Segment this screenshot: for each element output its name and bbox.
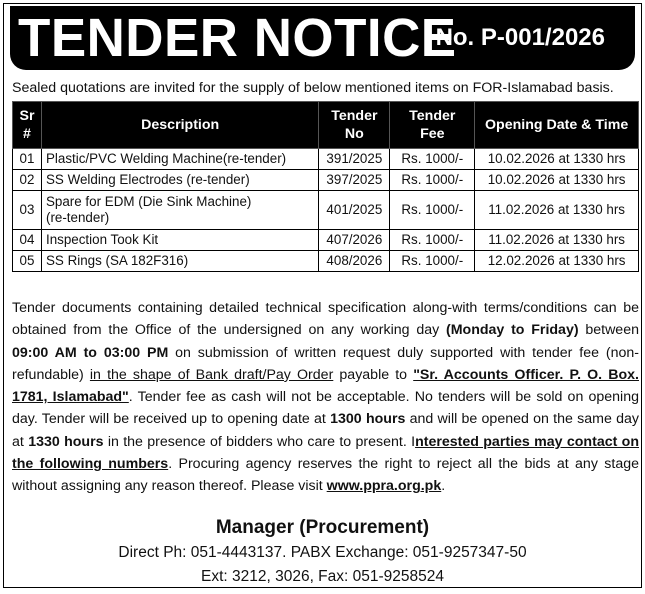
receive-time: 1300 hours bbox=[330, 411, 406, 428]
header-banner bbox=[10, 6, 635, 70]
table-header-row bbox=[13, 102, 639, 149]
open-time: 1330 hours bbox=[28, 433, 104, 450]
table-row bbox=[13, 191, 639, 230]
payment-shape: in the shape of Bank draft/Pay Order bbox=[89, 366, 334, 383]
row-description: Spare for EDM (Die Sink Machine) (re-tender) bbox=[41, 191, 318, 230]
row-fee: Rs. 1000/- bbox=[390, 170, 475, 191]
working-days: (Monday to Friday) bbox=[445, 322, 579, 339]
table-row bbox=[13, 230, 639, 251]
row-sr: 02 bbox=[13, 170, 42, 191]
table-row bbox=[13, 251, 639, 272]
row-fee: Rs. 1000/- bbox=[390, 149, 475, 170]
items-table bbox=[12, 101, 639, 272]
header-sr: Sr # bbox=[13, 102, 42, 149]
row-tender-no: 407/2026 bbox=[319, 230, 390, 251]
office-hours: 09:00 AM to 03:00 PM bbox=[12, 344, 169, 361]
row-description: Inspection Took Kit bbox=[41, 230, 318, 251]
header-description: Description bbox=[41, 102, 318, 149]
intro-text: Sealed quotations are invited for the supply of below mentioned items on FOR-Islamabad basis. bbox=[12, 80, 614, 96]
row-sr: 04 bbox=[13, 230, 42, 251]
row-tender-no: 401/2025 bbox=[319, 191, 390, 230]
payee-name: "Sr. Accounts Officer. P. O. Box. 1781, Islamabad" bbox=[12, 366, 639, 406]
row-sr: 03 bbox=[13, 191, 42, 230]
row-sr: 05 bbox=[13, 251, 42, 272]
table-row bbox=[13, 149, 639, 170]
header-tender-fee: Tender Fee bbox=[390, 102, 475, 149]
terms-paragraph: Tender documents containing detailed technical specification along-with terms/conditions can be obtained from the Office of the undersigned on any working day (Monday to Friday) between 09:00 AM to 03:00 PM on submission of written request duly supported with tender fee (non-refundable) in the shape of Bank draft/Pay Order payable to "Sr. Accounts Officer. P. O. Box. 1781, Islamabad". Tender fee as cash will not be acceptable. No tenders will be sold on opening day. Tender will be received up to opening date at 1300 hours and will be opened on the same day at 1330 hours in the presence of bidders who care to present. Interested parties may contact on the following numbers. Procuring agency reserves the right to reject all the bids at any stage without assigning any reason thereof. Please visit www.ppra.org.pk. bbox=[12, 300, 639, 495]
notice-number: No. P-001/2026 bbox=[435, 24, 605, 51]
row-opening: 11.02.2026 at 1330 hrs bbox=[475, 230, 639, 251]
row-sr: 01 bbox=[13, 149, 42, 170]
extension-fax: Ext: 3212, 3026, Fax: 051-9258524 bbox=[200, 568, 444, 585]
row-description: SS Welding Electrodes (re-tender) bbox=[41, 170, 318, 191]
row-tender-no: 391/2025 bbox=[319, 149, 390, 170]
table-row bbox=[13, 170, 639, 191]
signatory-role: Manager (Procurement) bbox=[215, 517, 430, 538]
row-opening: 10.02.2026 at 1330 hrs bbox=[475, 149, 639, 170]
row-fee: Rs. 1000/- bbox=[390, 230, 475, 251]
row-description: SS Rings (SA 182F316) bbox=[41, 251, 318, 272]
phone-numbers: Direct Ph: 051-4443137. PABX Exchange: 051-9257347-50 bbox=[118, 544, 527, 561]
row-tender-no: 397/2025 bbox=[319, 170, 390, 191]
row-fee: Rs. 1000/- bbox=[390, 191, 475, 230]
row-fee: Rs. 1000/- bbox=[390, 251, 475, 272]
notice-title: TENDER NOTICE bbox=[18, 8, 457, 68]
row-opening: 12.02.2026 at 1330 hrs bbox=[475, 251, 639, 272]
header-opening: Opening Date & Time bbox=[475, 102, 639, 149]
row-opening: 11.02.2026 at 1330 hrs bbox=[475, 191, 639, 230]
website-link[interactable]: www.ppra.org.pk bbox=[326, 478, 442, 495]
header-tender-no: Tender No bbox=[319, 102, 390, 149]
tender-notice bbox=[3, 3, 642, 588]
row-tender-no: 408/2026 bbox=[319, 251, 390, 272]
contact-note: nterested parties may contact on the following numbers bbox=[12, 433, 639, 473]
contact-footer bbox=[4, 515, 641, 589]
row-opening: 10.02.2026 at 1330 hrs bbox=[475, 170, 639, 191]
row-description: Plastic/PVC Welding Machine(re-tender) bbox=[41, 149, 318, 170]
